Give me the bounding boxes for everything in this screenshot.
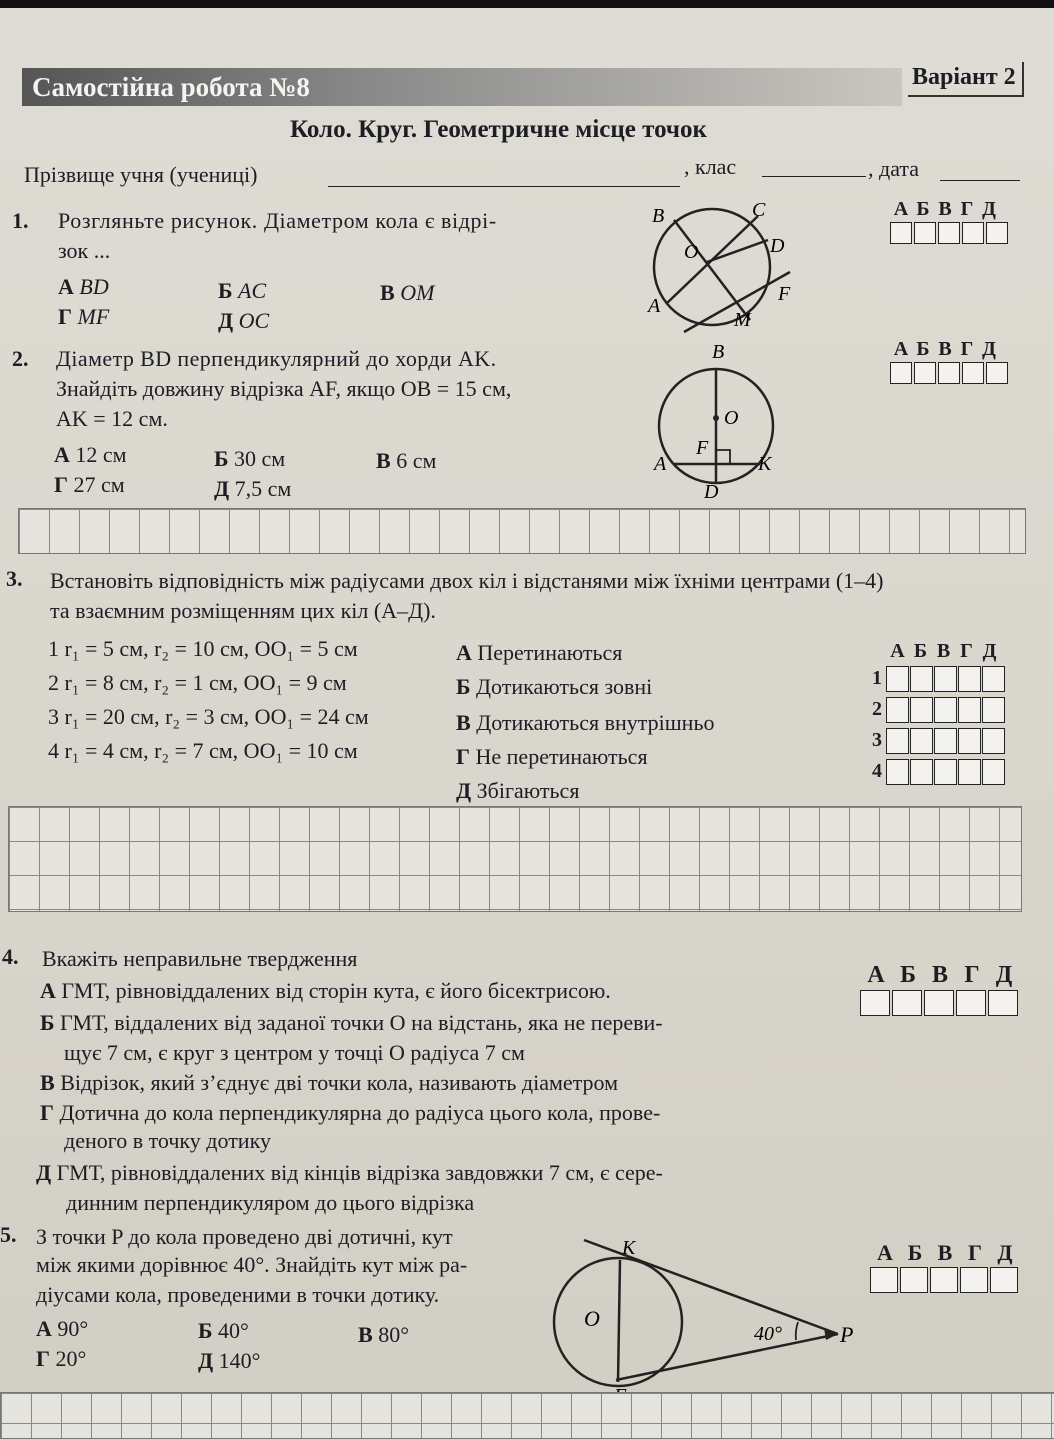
q2-option-a: А 12 см: [54, 442, 127, 467]
q3-cell[interactable]: [886, 666, 909, 692]
q3-cell[interactable]: [886, 759, 909, 785]
q1-option-e: Д OC: [218, 308, 270, 333]
q5-work-grid[interactable]: [0, 1392, 1054, 1439]
q3-match-row-3: 3: [864, 725, 1006, 756]
q5-tangent-figure: [540, 1230, 880, 1406]
q4-answer-cell-c[interactable]: [924, 990, 954, 1016]
q4-answer-box: А Б В Г Д: [860, 962, 1020, 1016]
q3-right-a: А Перетинаються: [456, 640, 623, 665]
q1-option-c: В OM: [380, 280, 435, 305]
q3-match-grid: А Б В Г Д 1 2 3 4: [864, 640, 1006, 787]
q2-text-line3: AK = 12 см.: [56, 406, 168, 431]
q5-answer-cell-a[interactable]: [870, 1267, 898, 1293]
q1-text-line2: зок ...: [58, 238, 111, 263]
q3-cell[interactable]: [934, 759, 957, 785]
student-name-field[interactable]: [328, 186, 680, 187]
q3-left-2: 2 r₁ = 8 см, r₂ = 1 см, OO₁ = 9 см: [48, 670, 347, 695]
q2-label-b: B: [712, 341, 725, 363]
q2-answer-cell-d[interactable]: [962, 362, 984, 384]
q1-answer-cell-b[interactable]: [914, 222, 936, 244]
q1-answer-cell-a[interactable]: [890, 222, 912, 244]
q5-number: 5.: [0, 1222, 17, 1247]
q5-text-line1: З точки P до кола проведено дві дотичні, кут: [36, 1224, 453, 1249]
q3-text-line1: Встановіть відповідність між радіусами двох кіл і відстанями між їхніми центрами (1–4): [50, 568, 884, 593]
q4-answer-cell-a[interactable]: [860, 990, 890, 1016]
q5-option-c: В 80°: [358, 1322, 409, 1347]
q5-answer-cell-e[interactable]: [990, 1267, 1018, 1293]
date-field[interactable]: [940, 180, 1020, 181]
q3-cell[interactable]: [982, 697, 1005, 723]
q3-cell[interactable]: [982, 728, 1005, 754]
q3-left-1: 1 r₁ = 5 см, r₂ = 10 см, OO₁ = 5 см: [48, 636, 358, 661]
q2-answer-cell-b[interactable]: [914, 362, 936, 384]
q1-circle-figure: [640, 192, 820, 342]
q3-number: 3.: [6, 566, 23, 591]
q3-cell[interactable]: [958, 728, 981, 754]
q4-option-d-cont: деного в точку дотику: [64, 1128, 271, 1153]
q5-option-a: А 90°: [36, 1316, 89, 1341]
topic-title: Коло. Круг. Геометричне місце точок: [290, 116, 707, 143]
q3-cell[interactable]: [910, 759, 933, 785]
top-shadow: [0, 0, 1054, 8]
q1-text-line1: Розгляньте рисунок. Діаметром кола є відрі-: [58, 208, 497, 233]
q3-right-d: Г Не перетинаються: [456, 744, 648, 769]
q1-answer-box: А Б В Г Д: [890, 198, 1010, 244]
date-label: , дата: [868, 156, 920, 181]
q3-cell[interactable]: [958, 759, 981, 785]
q2-label-f: F: [696, 437, 709, 459]
class-label: , клас: [684, 154, 737, 179]
q4-option-d: Г Дотична до кола перпендикулярна до радіуса цього кола, прове-: [40, 1100, 661, 1125]
q3-cell[interactable]: [886, 697, 909, 723]
q2-label-d: D: [704, 481, 719, 503]
q5-label-p: P: [840, 1322, 854, 1347]
q2-answer-cell-e[interactable]: [986, 362, 1008, 384]
q4-option-b-cont: щує 7 см, є круг з центром у точці O радіуса 7 см: [64, 1040, 525, 1065]
q1-label-b: B: [652, 205, 665, 227]
q1-label-m: M: [734, 309, 751, 331]
q2-option-d: Г 27 см: [54, 472, 125, 497]
q3-left-3: 3 r₁ = 20 см, r₂ = 3 см, OO₁ = 24 см: [48, 704, 369, 729]
q2-answer-cell-c[interactable]: [938, 362, 960, 384]
q4-option-e: Д ГМТ, рівновіддалених від кінців відрізка завдовжки 7 см, є сере-: [36, 1160, 663, 1185]
q5-answer-cell-b[interactable]: [900, 1267, 928, 1293]
q5-label-k: K: [622, 1237, 636, 1259]
q4-option-b: Б ГМТ, віддалених від заданої точки O на відстань, яка не переви-: [40, 1010, 663, 1035]
q5-angle-label: 40°: [754, 1323, 782, 1345]
q3-cell[interactable]: [958, 697, 981, 723]
q1-label-o: O: [684, 241, 699, 263]
q3-cell[interactable]: [982, 666, 1005, 692]
q3-cell[interactable]: [982, 759, 1005, 785]
q3-work-grid[interactable]: [8, 806, 1022, 912]
q5-label-o: O: [584, 1306, 600, 1331]
q3-right-b: Б Дотикаються зовні: [456, 674, 653, 699]
q1-label-d: D: [770, 235, 785, 257]
q2-option-b: Б 30 см: [214, 446, 286, 471]
student-name-label: Прізвище учня (учениці): [24, 162, 258, 187]
q4-option-e-cont: динним перпендикуляром до цього відрізка: [66, 1190, 475, 1215]
q3-left-4: 4 r₁ = 4 см, r₂ = 7 см, OO₁ = 10 см: [48, 738, 358, 763]
q2-option-c: В 6 см: [376, 448, 437, 473]
q5-text-line3: діусами кола, проведеними в точки дотику.: [36, 1282, 440, 1307]
q2-text-line2: Знайдіть довжину відрізка AF, якщо OB = 15 см,: [56, 376, 512, 401]
q1-option-a: А BD: [58, 274, 109, 299]
q1-label-a: A: [648, 295, 661, 317]
q3-right-e: Д Збігаються: [456, 778, 580, 803]
q2-answer-box: А Б В Г Д: [890, 338, 1010, 384]
q3-right-c: В Дотикаються внутрішньо: [456, 710, 715, 735]
q5-answer-box: А Б В Г Д: [870, 1240, 1020, 1293]
q3-cell[interactable]: [910, 728, 933, 754]
q5-option-b: Б 40°: [198, 1318, 249, 1343]
q3-cell[interactable]: [910, 697, 933, 723]
q2-number: 2.: [12, 346, 29, 371]
q2-circle-figure: [650, 336, 800, 506]
q4-answer-cell-b[interactable]: [892, 990, 922, 1016]
q5-text-line2: між якими дорівнює 40°. Знайдіть кут між ра-: [36, 1252, 468, 1277]
q3-cell[interactable]: [934, 697, 957, 723]
q3-match-row-1: 1: [864, 663, 1006, 694]
q3-cell[interactable]: [934, 666, 957, 692]
class-field[interactable]: [762, 176, 866, 177]
q2-label-o: O: [724, 407, 739, 429]
q1-answer-cell-e[interactable]: [986, 222, 1008, 244]
q3-cell[interactable]: [958, 666, 981, 692]
q3-match-row-4: 4: [864, 756, 1006, 787]
q4-option-c: В Відрізок, який з’єднує дві точки кола, називають діаметром: [40, 1070, 619, 1095]
q3-text-line2: та взаємним розміщенням цих кіл (А–Д).: [50, 598, 436, 623]
q4-text: Вкажіть неправильне твердження: [42, 946, 358, 971]
q2-label-k: K: [758, 453, 772, 475]
q3-cell[interactable]: [934, 728, 957, 754]
q5-answer-cell-d[interactable]: [960, 1267, 988, 1293]
q1-label-c: C: [752, 199, 766, 221]
q2-answer-cell-a[interactable]: [890, 362, 912, 384]
q1-answer-cell-c[interactable]: [938, 222, 960, 244]
q5-answer-cell-c[interactable]: [930, 1267, 958, 1293]
q5-option-d: Г 20°: [36, 1346, 87, 1371]
q1-option-b: Б AC: [218, 278, 267, 303]
q2-text-line1: Діаметр BD перпендикулярний до хорди AK.: [56, 346, 497, 371]
q3-match-row-2: 2: [864, 694, 1006, 725]
q2-work-grid[interactable]: [18, 508, 1026, 554]
q2-option-e: Д 7,5 см: [214, 476, 292, 501]
q4-option-a: А ГМТ, рівновіддалених від сторін кута, є його бісектрисою.: [40, 978, 611, 1003]
q3-cell[interactable]: [886, 728, 909, 754]
worksheet-title: Самостійна робота №8: [32, 72, 310, 102]
q1-label-f: F: [778, 283, 791, 305]
q1-number: 1.: [12, 208, 29, 233]
q3-cell[interactable]: [910, 666, 933, 692]
q5-option-e: Д 140°: [198, 1348, 261, 1373]
q2-label-a: A: [654, 453, 667, 475]
q4-answer-cell-e[interactable]: [988, 990, 1018, 1016]
q1-option-d: Г MF: [58, 304, 110, 329]
q4-answer-cell-d[interactable]: [956, 990, 986, 1016]
q1-answer-cell-d[interactable]: [962, 222, 984, 244]
variant-label: Варіант 2: [908, 62, 1024, 97]
q4-number: 4.: [2, 944, 19, 969]
